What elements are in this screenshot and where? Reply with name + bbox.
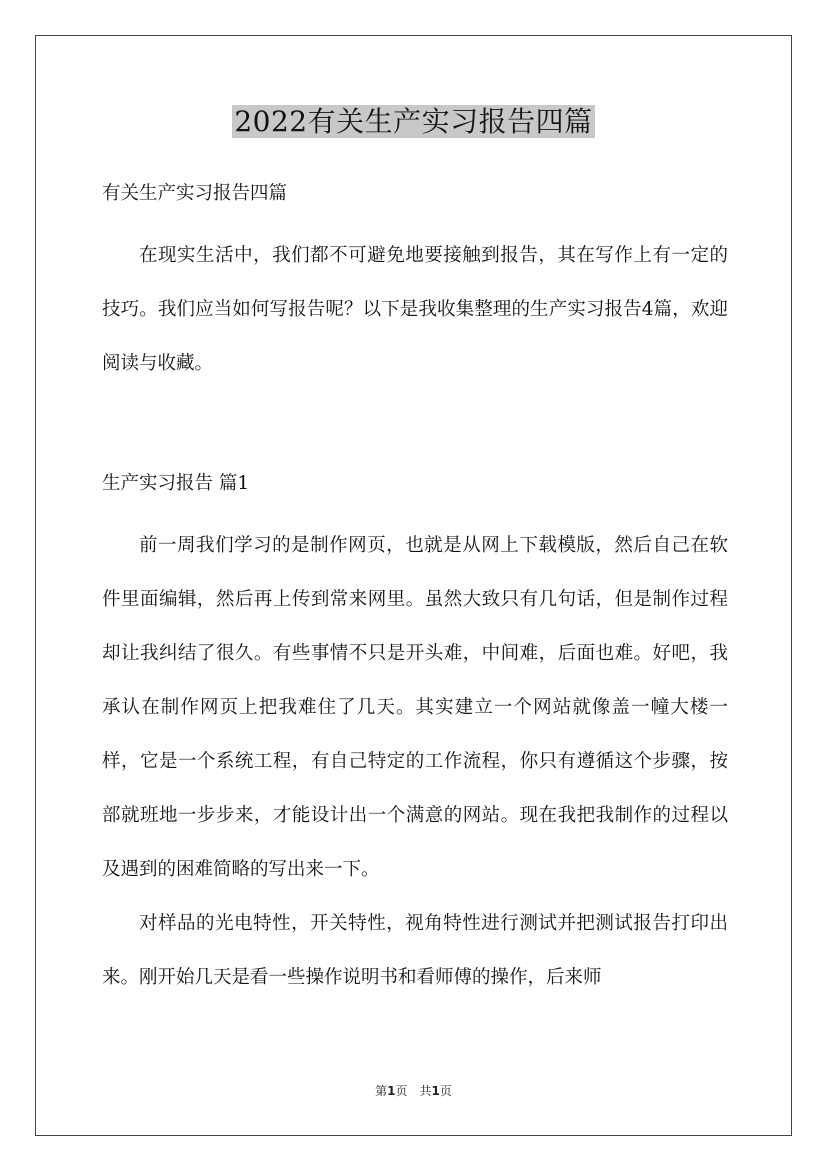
page-mid: 页 共 — [395, 1084, 432, 1098]
body-paragraph-1: 前一周我们学习的是制作网页，也就是从网上下载模版，然后自己在软件里面编辑，然后再上传到常来网里。虽然大致只有几句话，但是制作过程却让我纠结了很久。有些事情不只是开头难，中间难，后面也难。好吧，我承认在制作网页上把我难住了几天。其实建立一个网站就像盖一幢大楼一样，它是一个系统工程，有自己特定的工作流程，你只有遵循这个步骤，按部就班地一步步来，才能设计出一个满意的网站。现在我把我制作的过程以及遇到的困难简略的写出来一下。 — [102, 535, 728, 880]
page-current: 1 — [387, 1084, 396, 1098]
page-footer — [0, 1082, 827, 1099]
spacer — [102, 391, 728, 465]
body-paragraph-2: 对样品的光电特性，开关特性，视角特性进行测试并把测试报告打印出来。刚开始几天是看一些操作说明书和看师傅的操作，后来师 — [102, 913, 728, 988]
spacer — [102, 213, 728, 229]
document-title-text: 2022有关生产实习报告四篇 — [234, 105, 593, 138]
document-body — [102, 175, 728, 1005]
section-title: 生产实习报告 篇1 — [102, 473, 250, 494]
document-title — [0, 100, 827, 144]
intro-paragraph: 在现实生活中，我们都不可避免地要接触到报告，其在写作上有一定的技巧。我们应当如何写报告呢？以下是我收集整理的生产实习报告4篇，欢迎阅读与收藏。 — [102, 245, 728, 374]
page-total: 1 — [431, 1084, 440, 1098]
page-suffix: 页 — [439, 1084, 452, 1098]
spacer — [102, 503, 728, 519]
page-prefix: 第 — [375, 1084, 388, 1098]
document-subtitle: 有关生产实习报告四篇 — [102, 183, 288, 204]
